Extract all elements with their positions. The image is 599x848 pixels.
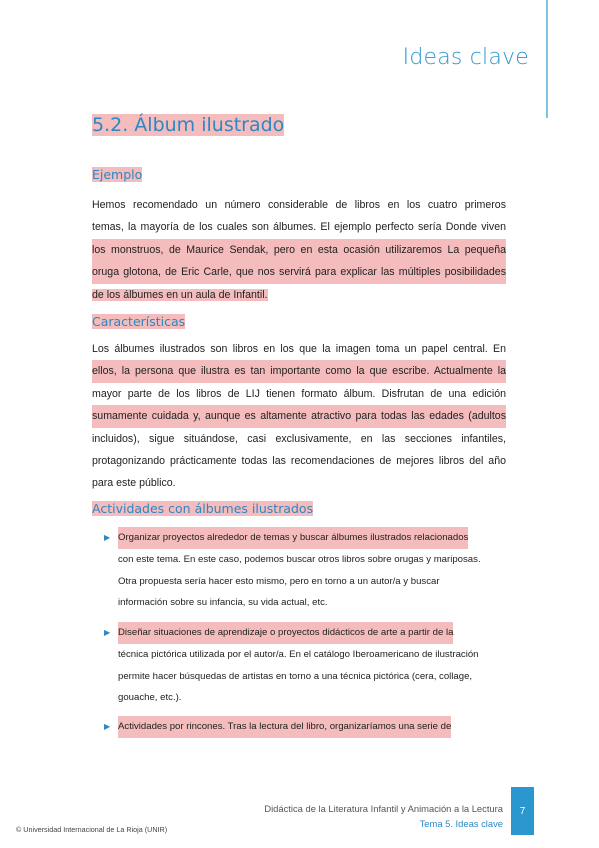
page-title [92, 114, 284, 136]
paragraph-line: sumamente cuidada y, aunque es altamente atractivo para todas las edades (adultos [92, 405, 506, 427]
paragraph-ejemplo [92, 194, 506, 306]
list-item-line: Diseñar situaciones de aprendizaje o proyectos didácticos de arte a partir de la [118, 622, 453, 644]
paragraph-line: oruga glotona, de Eric Carle, que nos servirá para explicar las múltiples posibilidades [92, 261, 506, 283]
heading-actividades [92, 501, 313, 516]
section-label: Ideas clave [402, 45, 529, 70]
footer-course: Didáctica de la Literatura Infantil y Animación a la Lectura [264, 803, 503, 814]
bullet-icon: ▶ [104, 533, 111, 542]
heading-ejemplo [92, 167, 142, 182]
heading-caracteristicas [92, 314, 185, 329]
footer-topic: Tema 5. Ideas clave [419, 818, 503, 829]
paragraph-line: temas, la mayoría de los cuales son álbumes. El ejemplo perfecto sería Donde viven [92, 221, 506, 234]
list-item [118, 716, 508, 738]
copyright: © Universidad Internacional de La Rioja (UNIR) [16, 825, 168, 834]
bullet-icon: ▶ [104, 722, 111, 731]
bullet-icon: ▶ [104, 628, 111, 637]
paragraph-line: para este público. [92, 477, 176, 490]
list-item-line: gouache, etc.). [118, 692, 182, 704]
paragraph-line: Los álbumes ilustrados son libros en los que la imagen toma un papel central. En [92, 343, 506, 355]
list-item [118, 527, 508, 614]
paragraph-line: los monstruos, de Maurice Sendak, pero en esta ocasión utilizaremos La pequeña [92, 239, 506, 261]
page-title-text: 5.2. Álbum ilustrado [92, 114, 285, 136]
list-item-line: Organizar proyectos alrededor de temas y buscar álbumes ilustrados relacionados [118, 527, 468, 549]
heading-actividades-text: Actividades con álbumes ilustrados [92, 501, 314, 516]
paragraph-caracteristicas [92, 338, 506, 495]
list-item [118, 622, 508, 709]
paragraph-line: mayor parte de los libros de LIJ tienen formato álbum. Disfrutan de una edición [92, 387, 506, 400]
list-item-line: con este tema. En este caso, podemos buscar otros libros sobre orugas y mariposas. [118, 553, 481, 565]
list-item-line: información sobre su infancia, su vida actual, etc. [118, 597, 328, 609]
list-item-line: Otra propuesta sería hacer esto mismo, pero en torno a un autor/a y buscar [118, 575, 440, 587]
highlighted-text: de los álbumes en un aula de Infantil. [92, 288, 268, 301]
paragraph-line [92, 284, 506, 306]
paragraph-line: ellos, la persona que ilustra es tan importante como la que escribe. Actualmente la [92, 360, 506, 382]
list-item-line: técnica pictórica utilizada por el autor/a. En el catálogo Iberoamericano de ilustración [118, 648, 479, 660]
paragraph-line: incluidos), sigue situándose, casi exclusivamente, en las secciones infantiles, [92, 432, 506, 445]
paragraph-line: protagonizando prácticamente todas las recomendaciones de mejores libros del año [92, 455, 506, 468]
paragraph-line: Hemos recomendado un número considerable de libros en los cuatro primeros [92, 199, 506, 211]
heading-ejemplo-text: Ejemplo [92, 167, 143, 182]
list-item-line: permite hacer búsquedas de artistas en torno a una técnica pictórica (cera, collage, [118, 670, 473, 682]
page-number: 7 [519, 806, 526, 817]
heading-caracteristicas-text: Características [92, 314, 186, 329]
list-item-line: Actividades por rincones. Tras la lectura del libro, organizaríamos una serie de [118, 716, 451, 738]
header-divider [546, 0, 548, 118]
